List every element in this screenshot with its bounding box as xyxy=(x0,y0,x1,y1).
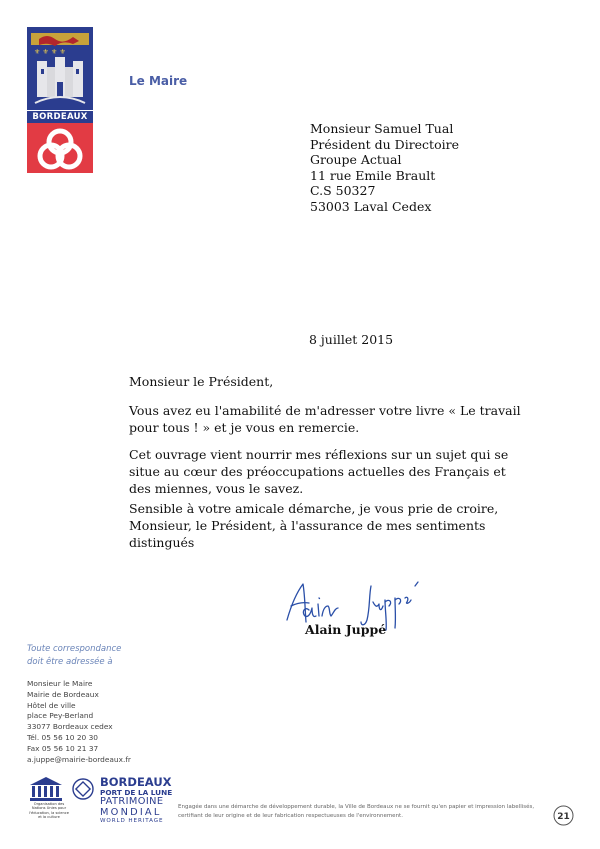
letter-paragraph: Cet ouvrage vient nourrir mes réflexions sur un sujet qui se situe au cœur des préoccupations actuelles des Français et des miennes, vous le savez. xyxy=(129,447,509,496)
world-heritage-icon xyxy=(72,778,94,800)
crest-emblem-panel xyxy=(27,123,93,173)
heritage-city: BORDEAUX xyxy=(100,775,172,789)
address-line: Monsieur le Maire xyxy=(27,679,93,688)
badge-number: 21 xyxy=(557,812,570,822)
heritage-line: MONDIAL xyxy=(100,806,162,818)
phone-line: Tél. 05 56 10 20 30 xyxy=(27,732,98,742)
address-line: Mairie de Bordeaux xyxy=(27,689,99,699)
letter-paragraph: Sensible à votre amicale démarche, je vous prie de croire, Monsieur, le Président, à l'assurance de mes sentiments distingués xyxy=(129,501,499,550)
signer-name: Alain Juppé xyxy=(305,622,387,637)
crest-city-name: BORDEAUX xyxy=(27,110,93,124)
heritage-label xyxy=(100,776,172,825)
heritage-line: PATRIMOINE xyxy=(100,796,164,807)
unesco-logo-icon xyxy=(28,776,64,802)
recipient-line: 53003 Laval Cedex xyxy=(310,198,432,214)
recipient-line: Président du Directoire xyxy=(310,136,459,152)
email-link[interactable]: a.juppe@mairie-bordeaux.fr xyxy=(27,754,131,764)
page-title: Le Maire xyxy=(129,74,188,88)
heritage-port: PORT DE LA LUNE xyxy=(100,788,173,797)
castle-icon xyxy=(27,27,93,110)
svg-text:⚜ ⚜ ⚜ ⚜: ⚜ ⚜ ⚜ ⚜ xyxy=(34,48,66,56)
heritage-line: WORLD HERITAGE xyxy=(100,818,164,824)
recipient-line: Monsieur Samuel Tual xyxy=(310,121,454,136)
recipient-line: C.S 50327 xyxy=(310,183,376,198)
recipient-line: Groupe Actual xyxy=(310,152,402,167)
note-line: doit être adressée à xyxy=(27,656,113,667)
correspondence-note xyxy=(27,643,121,668)
letter-paragraph: Vous avez eu l'amabilité de m'adresser votre livre « Le travail pour tous ! » et je vous en remercie. xyxy=(129,403,521,435)
triple-crescent-icon xyxy=(27,123,93,173)
mayor-address xyxy=(27,679,131,765)
recipient-line: 11 rue Emile Brault xyxy=(310,167,436,183)
crest-castle-panel xyxy=(27,27,93,110)
eco-line: Engagée dans une démarche de développement durable, la Ville de Bordeaux ne se fournit qu'en papier et impression labellisés, xyxy=(178,804,535,810)
address-line: Hôtel de ville xyxy=(27,700,76,710)
fax-line: Fax 05 56 10 21 37 xyxy=(27,743,99,753)
address-line: 33077 Bordeaux cedex xyxy=(27,722,113,732)
city-crest-logo xyxy=(27,27,93,153)
letter-date: 8 juillet 2015 xyxy=(309,332,394,347)
agenda-21-badge xyxy=(553,805,574,826)
eco-line: certifiant de leur origine et de leur fabrication respectueuses de l'environnement. xyxy=(178,813,403,819)
note-line: Toute correspondance xyxy=(27,644,122,654)
unesco-caption: Organisation des Nations Unies pour l'éducation, la science et la culture xyxy=(29,802,69,820)
salutation: Monsieur le Président, xyxy=(129,374,274,389)
eco-statement xyxy=(178,803,543,821)
recipient-address xyxy=(310,121,459,214)
address-line: place Pey-Berland xyxy=(27,711,94,721)
